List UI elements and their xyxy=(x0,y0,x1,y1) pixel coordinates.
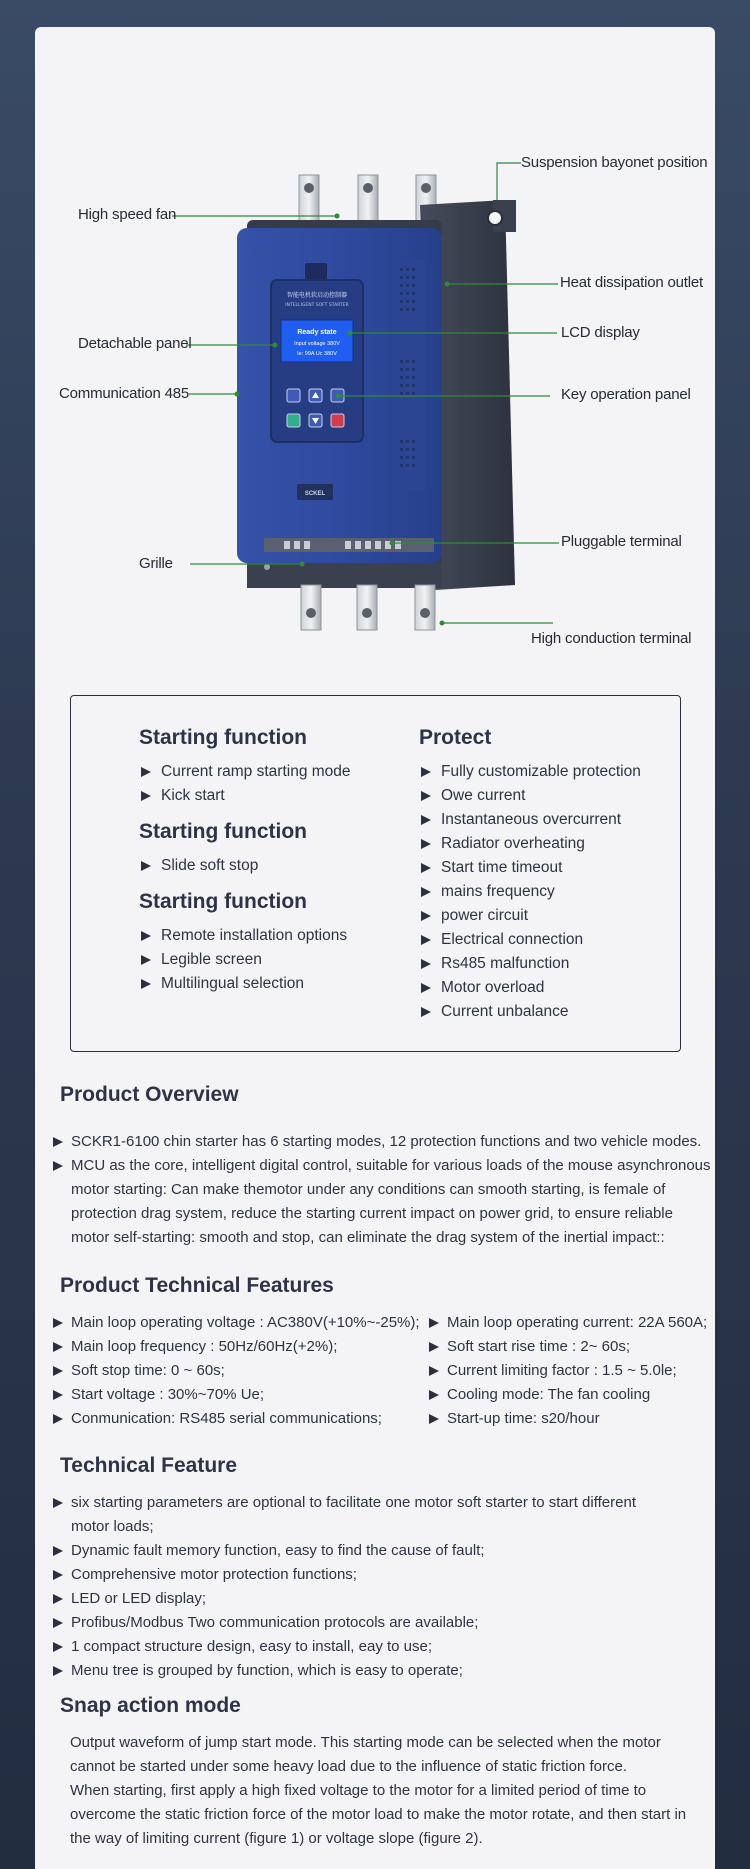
protect-column xyxy=(419,724,641,1024)
callout-suspension: Suspension bayonet position xyxy=(521,154,708,171)
bottom-terminals xyxy=(301,585,435,630)
bullet-triangle-icon xyxy=(53,1137,63,1147)
bullet-triangle-icon xyxy=(53,1546,63,1556)
bullet-triangle-icon xyxy=(421,887,431,897)
list-item: Remote installation options xyxy=(139,924,351,948)
list-item: Start voltage : 30%~70% Ue; xyxy=(52,1383,422,1407)
list-item: Soft stop time: 0 ~ 60s; xyxy=(52,1359,422,1383)
list-item: Main loop operating current: 22A 560A; xyxy=(428,1311,718,1335)
lcd-line-2: Input voltage 380V xyxy=(294,341,340,347)
technical-feature-title: Technical Feature xyxy=(60,1454,238,1477)
bullet-triangle-icon xyxy=(53,1414,63,1424)
list-item: power circuit xyxy=(419,904,641,928)
list-item: mains frequency xyxy=(419,880,641,904)
list-item: Start-up time: s20/hour xyxy=(428,1407,718,1431)
list-item: Profibus/Modbus Two communication protocols are available; xyxy=(52,1611,652,1635)
bullet-triangle-icon xyxy=(53,1594,63,1604)
list-item: Rs485 malfunction xyxy=(419,952,641,976)
bullet-triangle-icon xyxy=(421,935,431,945)
overview-title: Product Overview xyxy=(60,1083,239,1106)
list-item: Kick start xyxy=(139,784,351,808)
snap-paragraph-2: When starting, first apply a high fixed voltage to the motor for a limited period of time to overcome the static friction force of the motor load to make the motor rotate, and then start in the way of limiting current (figure 1) or voltage slope (figure 2). xyxy=(70,1782,687,1847)
list-item: Conmunication: RS485 serial communications; xyxy=(52,1407,422,1431)
technical-feature-list xyxy=(52,1491,652,1683)
list-item: Current unbalance xyxy=(419,1000,641,1024)
list-item: Cooling mode: The fan cooling xyxy=(428,1383,718,1407)
bullet-triangle-icon xyxy=(429,1342,439,1352)
callout-detachable: Detachable panel xyxy=(78,335,192,352)
list-item: Motor overload xyxy=(419,976,641,1000)
callout-conduction: High conduction terminal xyxy=(531,630,692,647)
list-item: Current ramp starting mode xyxy=(139,760,351,784)
bullet-triangle-icon xyxy=(141,791,151,801)
group1-title: Starting function xyxy=(139,726,307,749)
panel-header-cn: 智能电机软启动控制器 xyxy=(286,292,348,299)
list-item: Electrical connection xyxy=(419,928,641,952)
bullet-triangle-icon xyxy=(429,1318,439,1328)
starting-functions-column xyxy=(139,724,351,996)
snap-description xyxy=(70,1731,690,1851)
list-item: SCKR1-6100 chin starter has 6 starting modes, 12 protection functions and two vehicle modes. xyxy=(52,1130,712,1154)
bullet-triangle-icon xyxy=(421,791,431,801)
list-item: Soft start rise time : 2~ 60s; xyxy=(428,1335,718,1359)
function-box xyxy=(70,695,681,1052)
callout-heat: Heat dissipation outlet xyxy=(560,274,703,291)
group2-title: Starting function xyxy=(139,820,307,843)
overview-list xyxy=(52,1130,712,1250)
list-item: Instantaneous overcurrent xyxy=(419,808,641,832)
list-item: 1 compact structure design, easy to install, eay to use; xyxy=(52,1635,652,1659)
callout-keys: Key operation panel xyxy=(561,386,691,403)
callout-grille: Grille xyxy=(139,555,173,572)
lcd-line-1: Ready state xyxy=(297,329,337,336)
bullet-triangle-icon xyxy=(421,815,431,825)
bullet-triangle-icon xyxy=(141,979,151,989)
bullet-triangle-icon xyxy=(53,1390,63,1400)
snap-title: Snap action mode xyxy=(60,1694,241,1717)
tech-features-right xyxy=(428,1311,718,1431)
bullet-triangle-icon xyxy=(429,1390,439,1400)
callout-comm: Communication 485 xyxy=(59,385,190,402)
bullet-triangle-icon xyxy=(141,931,151,941)
vent-grid xyxy=(395,260,425,490)
list-item: six starting parameters are optional to facilitate one motor soft starter to start different motor loads; xyxy=(52,1491,652,1539)
list-item: Legible screen xyxy=(139,948,351,972)
bullet-triangle-icon xyxy=(141,861,151,871)
tech-features-left xyxy=(52,1311,422,1431)
bullet-triangle-icon xyxy=(53,1498,63,1508)
list-item: Menu tree is grouped by function, which is easy to operate; xyxy=(52,1659,652,1683)
suspension-hole xyxy=(488,211,502,225)
bullet-triangle-icon xyxy=(429,1366,439,1376)
list-item: Dynamic fault memory function, easy to find the cause of fault; xyxy=(52,1539,652,1563)
brand-label: SCKEL xyxy=(304,491,326,497)
tech-features-title: Product Technical Features xyxy=(60,1274,334,1297)
list-item: MCU as the core, intelligent digital control, suitable for various loads of the mouse asynchronous motor starting: Can make themotor under any conditions can smooth starting, is female of protection drag system, reduce the starting current impact on power grid, to ensure reliable motor self-starting: smooth and stop, can eliminate the drag system of the inertial impact:: xyxy=(52,1154,712,1250)
list-item: Start time timeout xyxy=(419,856,641,880)
callout-pluggable: Pluggable terminal xyxy=(561,533,682,550)
bullet-triangle-icon xyxy=(421,959,431,969)
list-item: Current limiting factor : 1.5 ~ 5.0le; xyxy=(428,1359,718,1383)
protect-title: Protect xyxy=(419,726,492,749)
list-item: Slide soft stop xyxy=(139,854,351,878)
bullet-triangle-icon xyxy=(429,1414,439,1424)
bullet-triangle-icon xyxy=(421,863,431,873)
product-hero xyxy=(0,0,750,660)
list-item: Main loop frequency : 50Hz/60Hz(+2%); xyxy=(52,1335,422,1359)
bullet-triangle-icon xyxy=(141,955,151,965)
bullet-triangle-icon xyxy=(53,1618,63,1628)
list-item: LED or LED display; xyxy=(52,1587,652,1611)
bullet-triangle-icon xyxy=(421,839,431,849)
list-item: Fully customizable protection xyxy=(419,760,641,784)
bullet-triangle-icon xyxy=(421,983,431,993)
bullet-triangle-icon xyxy=(421,767,431,777)
snap-paragraph-1: Output waveform of jump start mode. This starting mode can be selected when the motor cannot be started under some heavy load due to the influence of static friction force. xyxy=(70,1734,661,1775)
bullet-triangle-icon xyxy=(421,911,431,921)
list-item: Multilingual selection xyxy=(139,972,351,996)
bullet-triangle-icon xyxy=(53,1570,63,1580)
bullet-triangle-icon xyxy=(53,1318,63,1328)
list-item: Owe current xyxy=(419,784,641,808)
bullet-triangle-icon xyxy=(53,1366,63,1376)
bullet-triangle-icon xyxy=(53,1642,63,1652)
list-item: Radiator overheating xyxy=(419,832,641,856)
callout-lcd: LCD display xyxy=(561,324,640,341)
bullet-triangle-icon xyxy=(141,767,151,777)
panel-header-en: INTELLIGENT SOFT STARTER xyxy=(285,303,349,308)
bullet-triangle-icon xyxy=(53,1666,63,1676)
bullet-triangle-icon xyxy=(53,1161,63,1171)
bullet-triangle-icon xyxy=(53,1342,63,1352)
bullet-triangle-icon xyxy=(421,1007,431,1017)
lcd-line-3: Ie: 99A Uc 380V xyxy=(297,351,337,357)
list-item: Comprehensive motor protection functions; xyxy=(52,1563,652,1587)
group3-title: Starting function xyxy=(139,890,307,913)
callout-fan: High speed fan xyxy=(78,206,177,223)
list-item: Main loop operating voltage : AC380V(+10%~-25%); xyxy=(52,1311,422,1335)
top-terminals xyxy=(299,175,436,225)
